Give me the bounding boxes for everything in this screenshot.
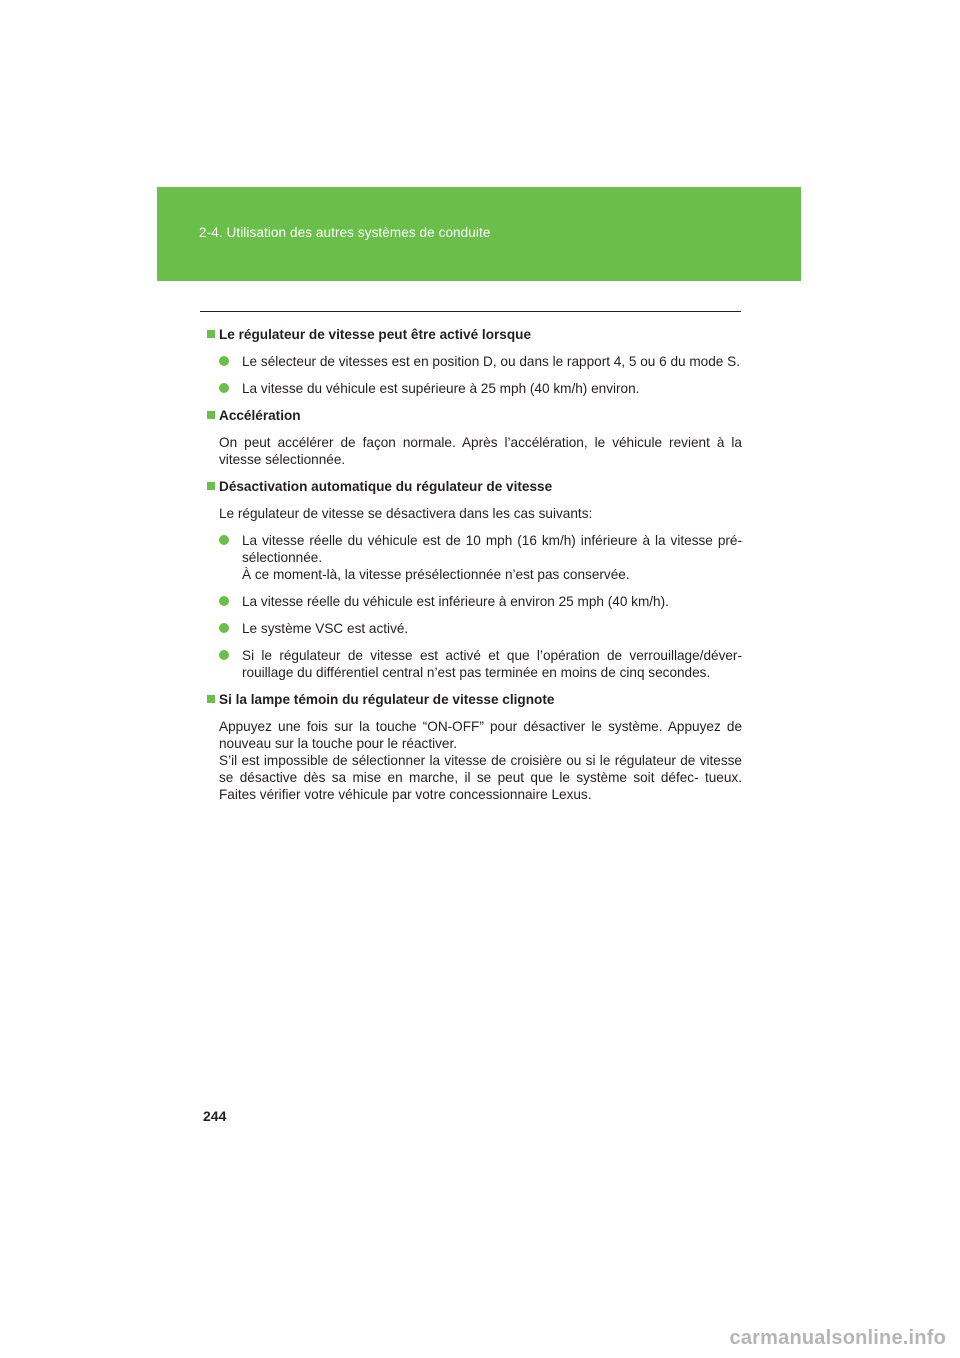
watermark-text: carmanualsonline.info (729, 1327, 946, 1349)
top-rule (200, 311, 741, 312)
paragraph: S’il est impossible de sélectionner la vitesse de croisière ou si le régulateur de vitesse se désactive dès sa mise en marche, il se peut que le système soit défec- tueux. Faites vérifier votre véhicule par votre concessionnaire Lexus. (219, 753, 742, 802)
list-item: Le système VSC est activé. (219, 620, 742, 637)
page-number: 244 (203, 1108, 227, 1124)
round-bullet-icon (219, 623, 229, 633)
list-item: La vitesse réelle du véhicule est inférieure à environ 25 mph (40 km/h). (219, 593, 742, 610)
paragraph: Le régulateur de vitesse se désactivera dans les cas suivants: (219, 506, 593, 521)
paragraph: Appuyez une fois sur la touche “ON-OFF” pour désactiver le système. Appuyez de nouveau sur la touche pour le réactiver. (219, 719, 742, 751)
chapter-title: 2-4. Utilisation des autres systèmes de conduite (199, 225, 491, 240)
section-title-activation: Le régulateur de vitesse peut être activé lorsque (205, 326, 742, 343)
square-bullet-icon (207, 482, 215, 490)
round-bullet-icon (219, 535, 229, 545)
chapter-header-band (157, 187, 801, 281)
square-bullet-icon (207, 330, 215, 338)
section-title-acceleration: Accélération (205, 407, 742, 424)
list-item: Si le régulateur de vitesse est activé et que l’opération de verrouillage/déver- rouillage du différentiel central n’est pas terminée en moins de cinq secondes. (219, 647, 742, 681)
list-item: La vitesse du véhicule est supérieure à 25 mph (40 km/h) environ. (219, 380, 742, 397)
list-item: Le sélecteur de vitesses est en position D, ou dans le rapport 4, 5 ou 6 du mode S. (219, 353, 742, 370)
round-bullet-icon (219, 356, 229, 366)
round-bullet-icon (219, 596, 229, 606)
round-bullet-icon (219, 383, 229, 393)
square-bullet-icon (207, 695, 215, 703)
section-title-auto-cancel: Désactivation automatique du régulateur de vitesse (205, 478, 742, 495)
round-bullet-icon (219, 650, 229, 660)
paragraph: On peut accélérer de façon normale. Après l’accélération, le véhicule revient à la vitesse sélectionnée. (219, 435, 742, 467)
square-bullet-icon (207, 411, 215, 419)
page-content (205, 326, 742, 813)
section-title-blinking-lamp: Si la lampe témoin du régulateur de vitesse clignote (205, 691, 742, 708)
list-item: La vitesse réelle du véhicule est de 10 mph (16 km/h) inférieure à la vitesse pré- sélectionnée. À ce moment-là, la vitesse présélectionnée n’est pas conservée. (219, 532, 742, 583)
